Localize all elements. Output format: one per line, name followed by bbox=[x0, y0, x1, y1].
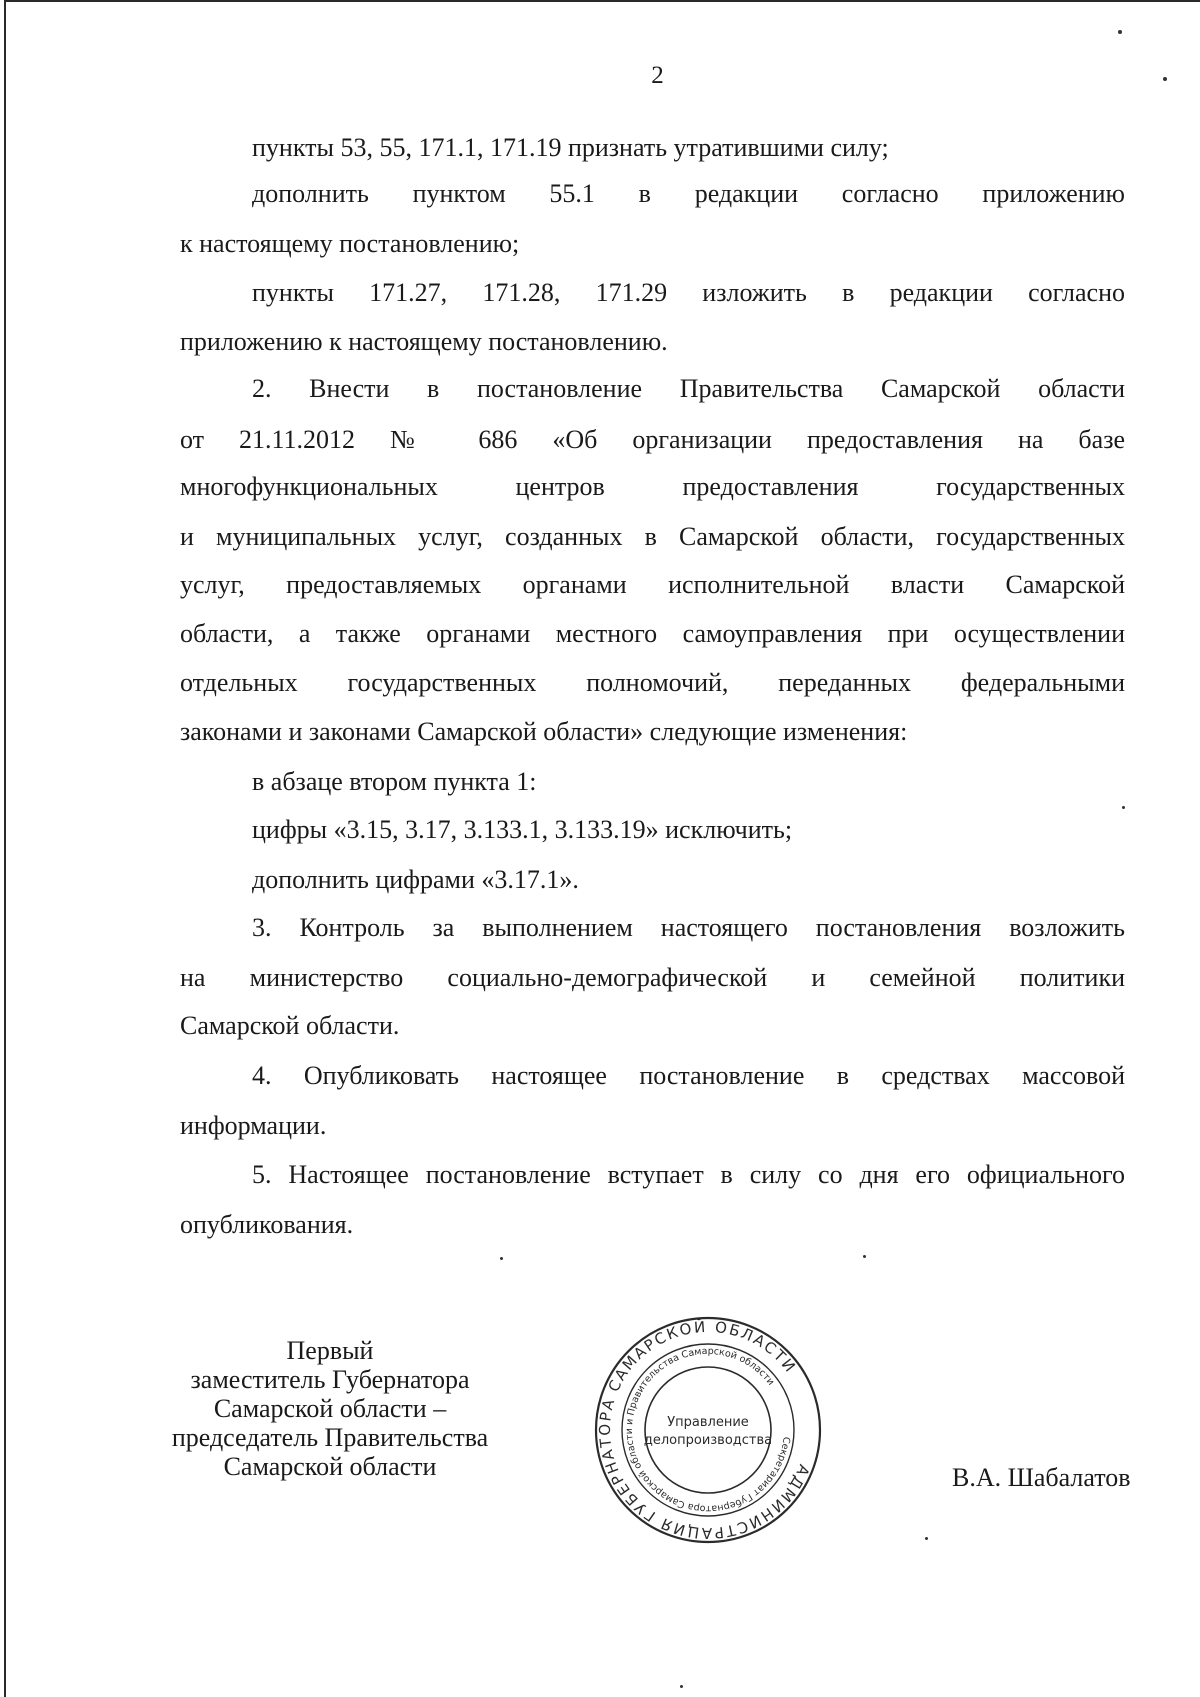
body-line: пункты 53, 55, 171.1, 171.19 признать утратившими силу; bbox=[252, 133, 889, 162]
page-number: 2 bbox=[651, 62, 664, 89]
body-line: 4. Опубликовать настоящее постановление в средствах массовой bbox=[252, 1061, 1125, 1090]
signatory-title bbox=[130, 1336, 530, 1481]
scan-speck bbox=[1118, 30, 1122, 34]
body-line: многофункциональных центров предоставления государственных bbox=[180, 472, 1125, 501]
body-line: отдельных государственных полномочий, переданных федеральными bbox=[180, 668, 1125, 697]
official-stamp bbox=[592, 1314, 824, 1546]
body-line: цифры «3.15, 3.17, 3.133.1, 3.133.19» исключить; bbox=[252, 815, 793, 844]
left-scan-edge bbox=[4, 0, 6, 1697]
body-line: в абзаце втором пункта 1: bbox=[252, 767, 537, 796]
signatory-title-line: Самарской области – bbox=[213, 1394, 447, 1423]
body-line: услуг, предоставляемых органами исполнительной власти Самарской bbox=[180, 570, 1125, 599]
scan-speck bbox=[1122, 806, 1125, 809]
stamp-inner-text: Секретариат Губернатора Самарской области и Правительства Самарской области bbox=[623, 1345, 792, 1515]
body-line: области, а также органами местного самоуправления при осуществлении bbox=[180, 619, 1125, 648]
body-line: и муниципальных услуг, созданных в Самарской области, государственных bbox=[180, 522, 1125, 551]
body-line: 3. Контроль за выполнением настоящего постановления возложить bbox=[252, 913, 1125, 942]
scan-speck bbox=[863, 1255, 866, 1258]
body-line: дополнить цифрами «3.17.1». bbox=[252, 865, 579, 894]
body-line: приложению к настоящему постановлению. bbox=[180, 327, 668, 356]
scan-speck bbox=[925, 1537, 928, 1540]
stamp-center-line: Управление bbox=[667, 1415, 749, 1430]
body-line: на министерство социально-демографической и семейной политики bbox=[180, 963, 1125, 992]
body-line: 5. Настоящее постановление вступает в силу со дня его официального bbox=[252, 1160, 1125, 1189]
signatory-title-line: Самарской области bbox=[223, 1452, 437, 1481]
body-line: информации. bbox=[180, 1111, 327, 1140]
body-line: к настоящему постановлению; bbox=[180, 229, 520, 258]
signatory-title-line: Первый bbox=[286, 1336, 374, 1365]
body-line: опубликования. bbox=[180, 1210, 354, 1239]
body-line: 2. Внести в постановление Правительства Самарской области bbox=[252, 374, 1125, 403]
stamp-outer-text: АДМИНИСТРАЦИЯ ГУБЕРНАТОРА САМАРСКОЙ ОБЛАСТИ bbox=[595, 1317, 814, 1543]
signatory-title-line: председатель Правительства bbox=[171, 1423, 489, 1452]
body-line: пункты 171.27, 171.28, 171.29 изложить в редакции согласно bbox=[252, 278, 1125, 307]
body-line: Самарской области. bbox=[180, 1011, 400, 1040]
signatory-title-line: заместитель Губернатора bbox=[190, 1365, 470, 1394]
body-line: дополнить пунктом 55.1 в редакции согласно приложению bbox=[252, 179, 1125, 208]
body-line: законами и законами Самарской области» следующие изменения: bbox=[180, 717, 908, 746]
scan-speck bbox=[500, 1257, 503, 1260]
signatory-name: В.А. Шабалатов bbox=[952, 1463, 1131, 1492]
stamp-center-line: делопроизводства bbox=[643, 1433, 773, 1448]
body-line: от 21.11.2012 № 686 «Об организации предоставления на базе bbox=[180, 425, 1125, 454]
scan-speck bbox=[680, 1685, 683, 1688]
top-scan-edge bbox=[6, 0, 1200, 2]
